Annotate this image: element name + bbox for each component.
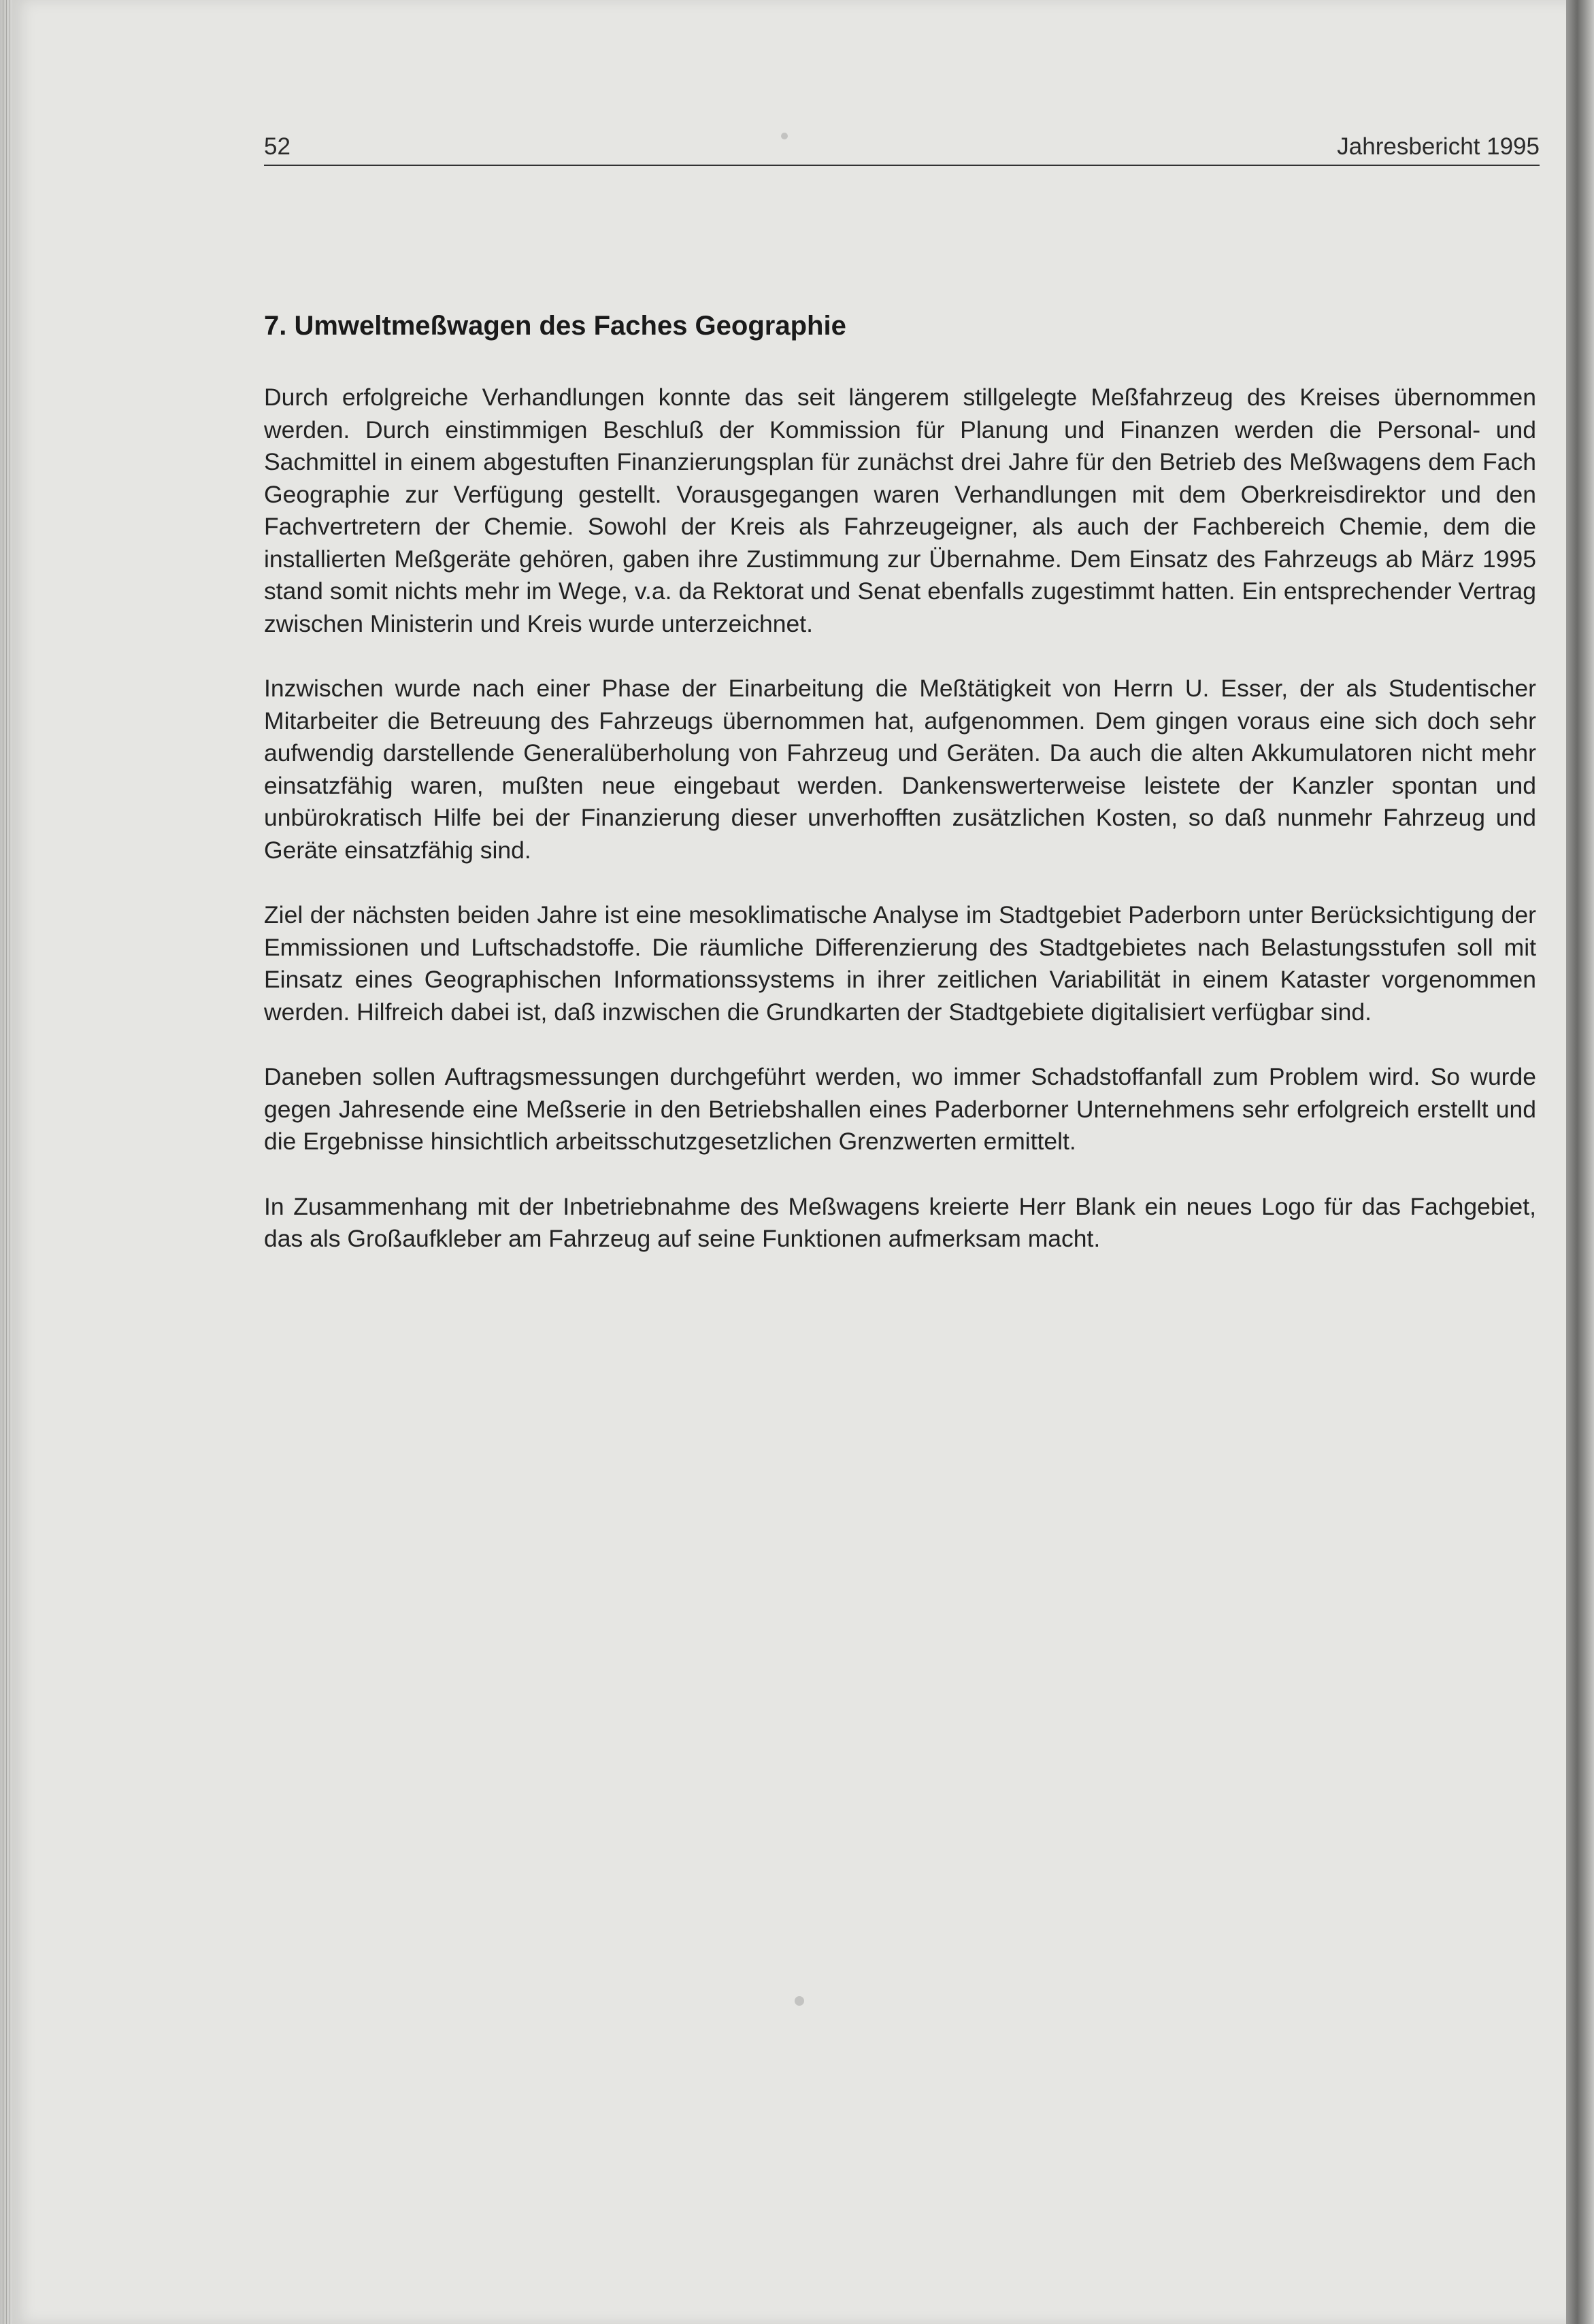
document-page	[12, 0, 1570, 2324]
paragraph-2: Inzwischen wurde nach einer Phase der Einarbeitung die Meßtätigkeit von Herrn U. Esser, der als Studentischer Mitarbeiter die Betreuung des Fahrzeugs übernommen hat, aufgenommen. Dem gingen voraus eine sich doch sehr aufwendig darstellende Generalüberholung von Fahrzeug und Geräten. Da auch die alten Akkumulatoren nicht mehr einsatzfähig waren, mußten neue eingebaut werden. Dankenswerterweise leistete der Kanzler spontan und unbürokratisch Hilfe bei der Finanzierung dieser unverhofften zusätzlichen Kosten, so daß nunmehr Fahrzeug und Geräte einsatzfähig sind.	[264, 675, 1536, 864]
page-number: 52	[264, 133, 290, 160]
paper-speck	[795, 1996, 804, 2006]
page-edge	[1566, 0, 1594, 2324]
paragraph-4: Daneben sollen Auftragsmessungen durchgeführt werden, wo immer Schadstoffanfall zum Problem wird. So wurde gegen Jahresende eine Meßserie in den Betriebshallen eines Paderborner Unternehmens sehr erfolgreich erstellt und die Ergebnisse hinsichtlich arbeitsschutzgesetzlichen Grenzwerten ermittelt.	[264, 1063, 1536, 1155]
paper-speck	[781, 133, 788, 139]
running-title: Jahresbericht 1995	[1337, 133, 1540, 160]
section-title: 7. Umweltmeßwagen des Faches Geographie	[264, 311, 846, 341]
paragraph-3: Ziel der nächsten beiden Jahre ist eine mesoklimatische Analyse im Stadtgebiet Paderborn unter Berücksichtigung der Emmissionen und Luftschadstoffe. Die räumliche Differenzierung des Stadtgebietes nach Belastungsstufen soll mit Einsatz eines Geographischen Informationssystems in ihrer zeitlichen Variabilität in einem Kataster vorgenommen werden. Hilfreich dabei ist, daß inzwischen die Grundkarten der Stadtgebiete digitalisiert verfügbar sind.	[264, 901, 1536, 1026]
paragraph-5: In Zusammenhang mit der Inbetriebnahme des Meßwagens kreierte Herr Blank ein neues Logo für das Fachgebiet, das als Großaufkleber am Fahrzeug auf seine Funktionen aufmerksam macht.	[264, 1192, 1536, 1252]
paragraph-1: Durch erfolgreiche Verhandlungen konnte das seit längerem stillgelegte Meßfahrzeug des Kreises übernommen werden. Durch einstimmigen Beschluß der Kommission für Planung und Finanzen werden die Personal- und Sachmittel in einem abgestuften Finanzierungsplan für zunächst drei Jahre für den Betrieb des Meßwagens dem Fach Geographie zur Verfügung gestellt. Vorausgegangen waren Verhandlungen mit dem Oberkreisdirektor und den Fachvertretern der Chemie. Sowohl der Kreis als Fahrzeugeigner, als auch der Fachbereich Chemie, dem die installierten Meßgeräte gehören, gaben ihre Zustimmung zur Übernahme. Dem Einsatz des Fahrzeugs ab März 1995 stand somit nichts mehr im Wege, v.a. da Rektorat und Senat ebenfalls zugestimmt hatten. Ein entsprechender Vertrag zwischen Ministerin und Kreis wurde unterzeichnet.	[264, 384, 1536, 637]
page-header	[264, 127, 1540, 166]
section-content	[264, 309, 1536, 1288]
